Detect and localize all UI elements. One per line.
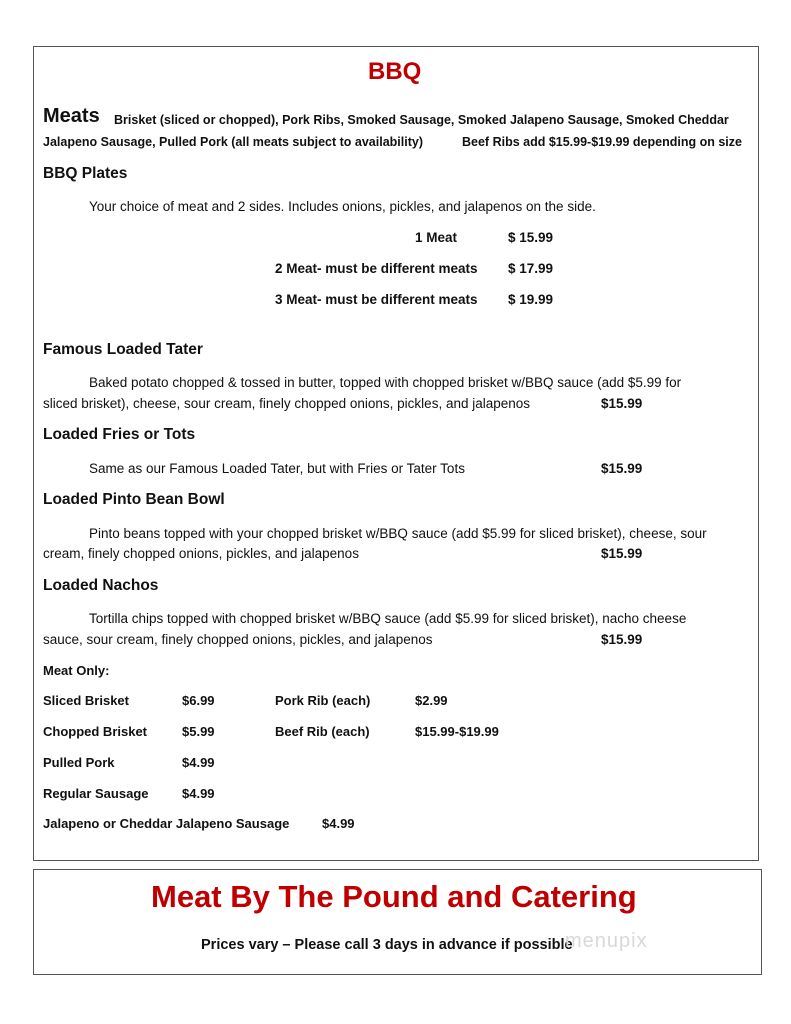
meat-only-label: Pulled Pork (43, 755, 115, 770)
item-price: $15.99 (601, 461, 643, 476)
item-heading: Loaded Fries or Tots (43, 426, 196, 443)
meat-only-price: $15.99-$19.99 (415, 724, 499, 739)
meat-only-price: $2.99 (415, 693, 448, 708)
meat-only-label: Chopped Brisket (43, 724, 148, 739)
meat-only-label: Jalapeno or Cheddar Jalapeno Sausage (43, 816, 290, 831)
meats-list-line-2: Jalapeno Sausage, Pulled Pork (all meats subject to availability) (43, 135, 423, 149)
bbq-plates-heading: BBQ Plates (43, 165, 128, 182)
meats-heading: Meats (43, 105, 100, 127)
meat-only-label: Pork Rib (each) (275, 693, 371, 708)
item-description-line: Same as our Famous Loaded Tater, but with Fries or Tater Tots (89, 461, 465, 476)
item-description-line: cream, finely chopped onions, pickles, and jalapenos (43, 546, 359, 561)
meat-only-label: Sliced Brisket (43, 693, 129, 708)
plate-option-price: $ 15.99 (508, 230, 554, 245)
plate-option-label: 2 Meat- must be different meats (275, 261, 478, 276)
bbq-title: BBQ (368, 58, 422, 85)
plate-option-price: $ 19.99 (508, 292, 554, 307)
meat-only-label: Regular Sausage (43, 786, 149, 801)
item-description-line: Tortilla chips topped with chopped brisket w/BBQ sauce (add $5.99 for sliced brisket), nacho cheese (89, 611, 687, 626)
item-description-line: sliced brisket), cheese, sour cream, finely chopped onions, pickles, and jalapenos (43, 396, 531, 411)
beef-ribs-note: Beef Ribs add $15.99-$19.99 depending on size (462, 135, 742, 149)
item-description-line: Pinto beans topped with your chopped brisket w/BBQ sauce (add $5.99 for sliced brisket), cheese, sour (89, 526, 707, 541)
catering-note: Prices vary – Please call 3 days in advance if possible (201, 937, 573, 953)
item-description-line: Baked potato chopped & tossed in butter, topped with chopped brisket w/BBQ sauce (add $5.99 for (89, 375, 682, 390)
plate-option-price: $ 17.99 (508, 261, 554, 276)
item-price: $15.99 (601, 396, 643, 411)
meat-only-label: Beef Rib (each) (275, 724, 370, 739)
watermark-logo: menupix (565, 930, 648, 952)
item-price: $15.99 (601, 632, 643, 647)
item-description-line: sauce, sour cream, finely chopped onions, pickles, and jalapenos (43, 632, 433, 647)
item-price: $15.99 (601, 546, 643, 561)
plate-option-label: 1 Meat (415, 230, 458, 245)
plate-option-label: 3 Meat- must be different meats (275, 292, 478, 307)
meats-list-line-1: Brisket (sliced or chopped), Pork Ribs, Smoked Sausage, Smoked Jalapeno Sausage, Smoked Cheddar (114, 113, 729, 127)
meat-only-heading: Meat Only: (43, 663, 110, 678)
meat-only-price: $6.99 (182, 693, 215, 708)
item-heading: Loaded Nachos (43, 577, 159, 594)
catering-title: Meat By The Pound and Catering (151, 879, 637, 914)
item-heading: Famous Loaded Tater (43, 341, 203, 358)
meat-only-price: $4.99 (182, 755, 215, 770)
meat-only-price: $4.99 (182, 786, 215, 801)
meat-only-price: $4.99 (322, 816, 355, 831)
bbq-plates-description: Your choice of meat and 2 sides. Includes onions, pickles, and jalapenos on the side. (89, 199, 596, 214)
item-heading: Loaded Pinto Bean Bowl (43, 491, 225, 508)
meat-only-price: $5.99 (182, 724, 215, 739)
